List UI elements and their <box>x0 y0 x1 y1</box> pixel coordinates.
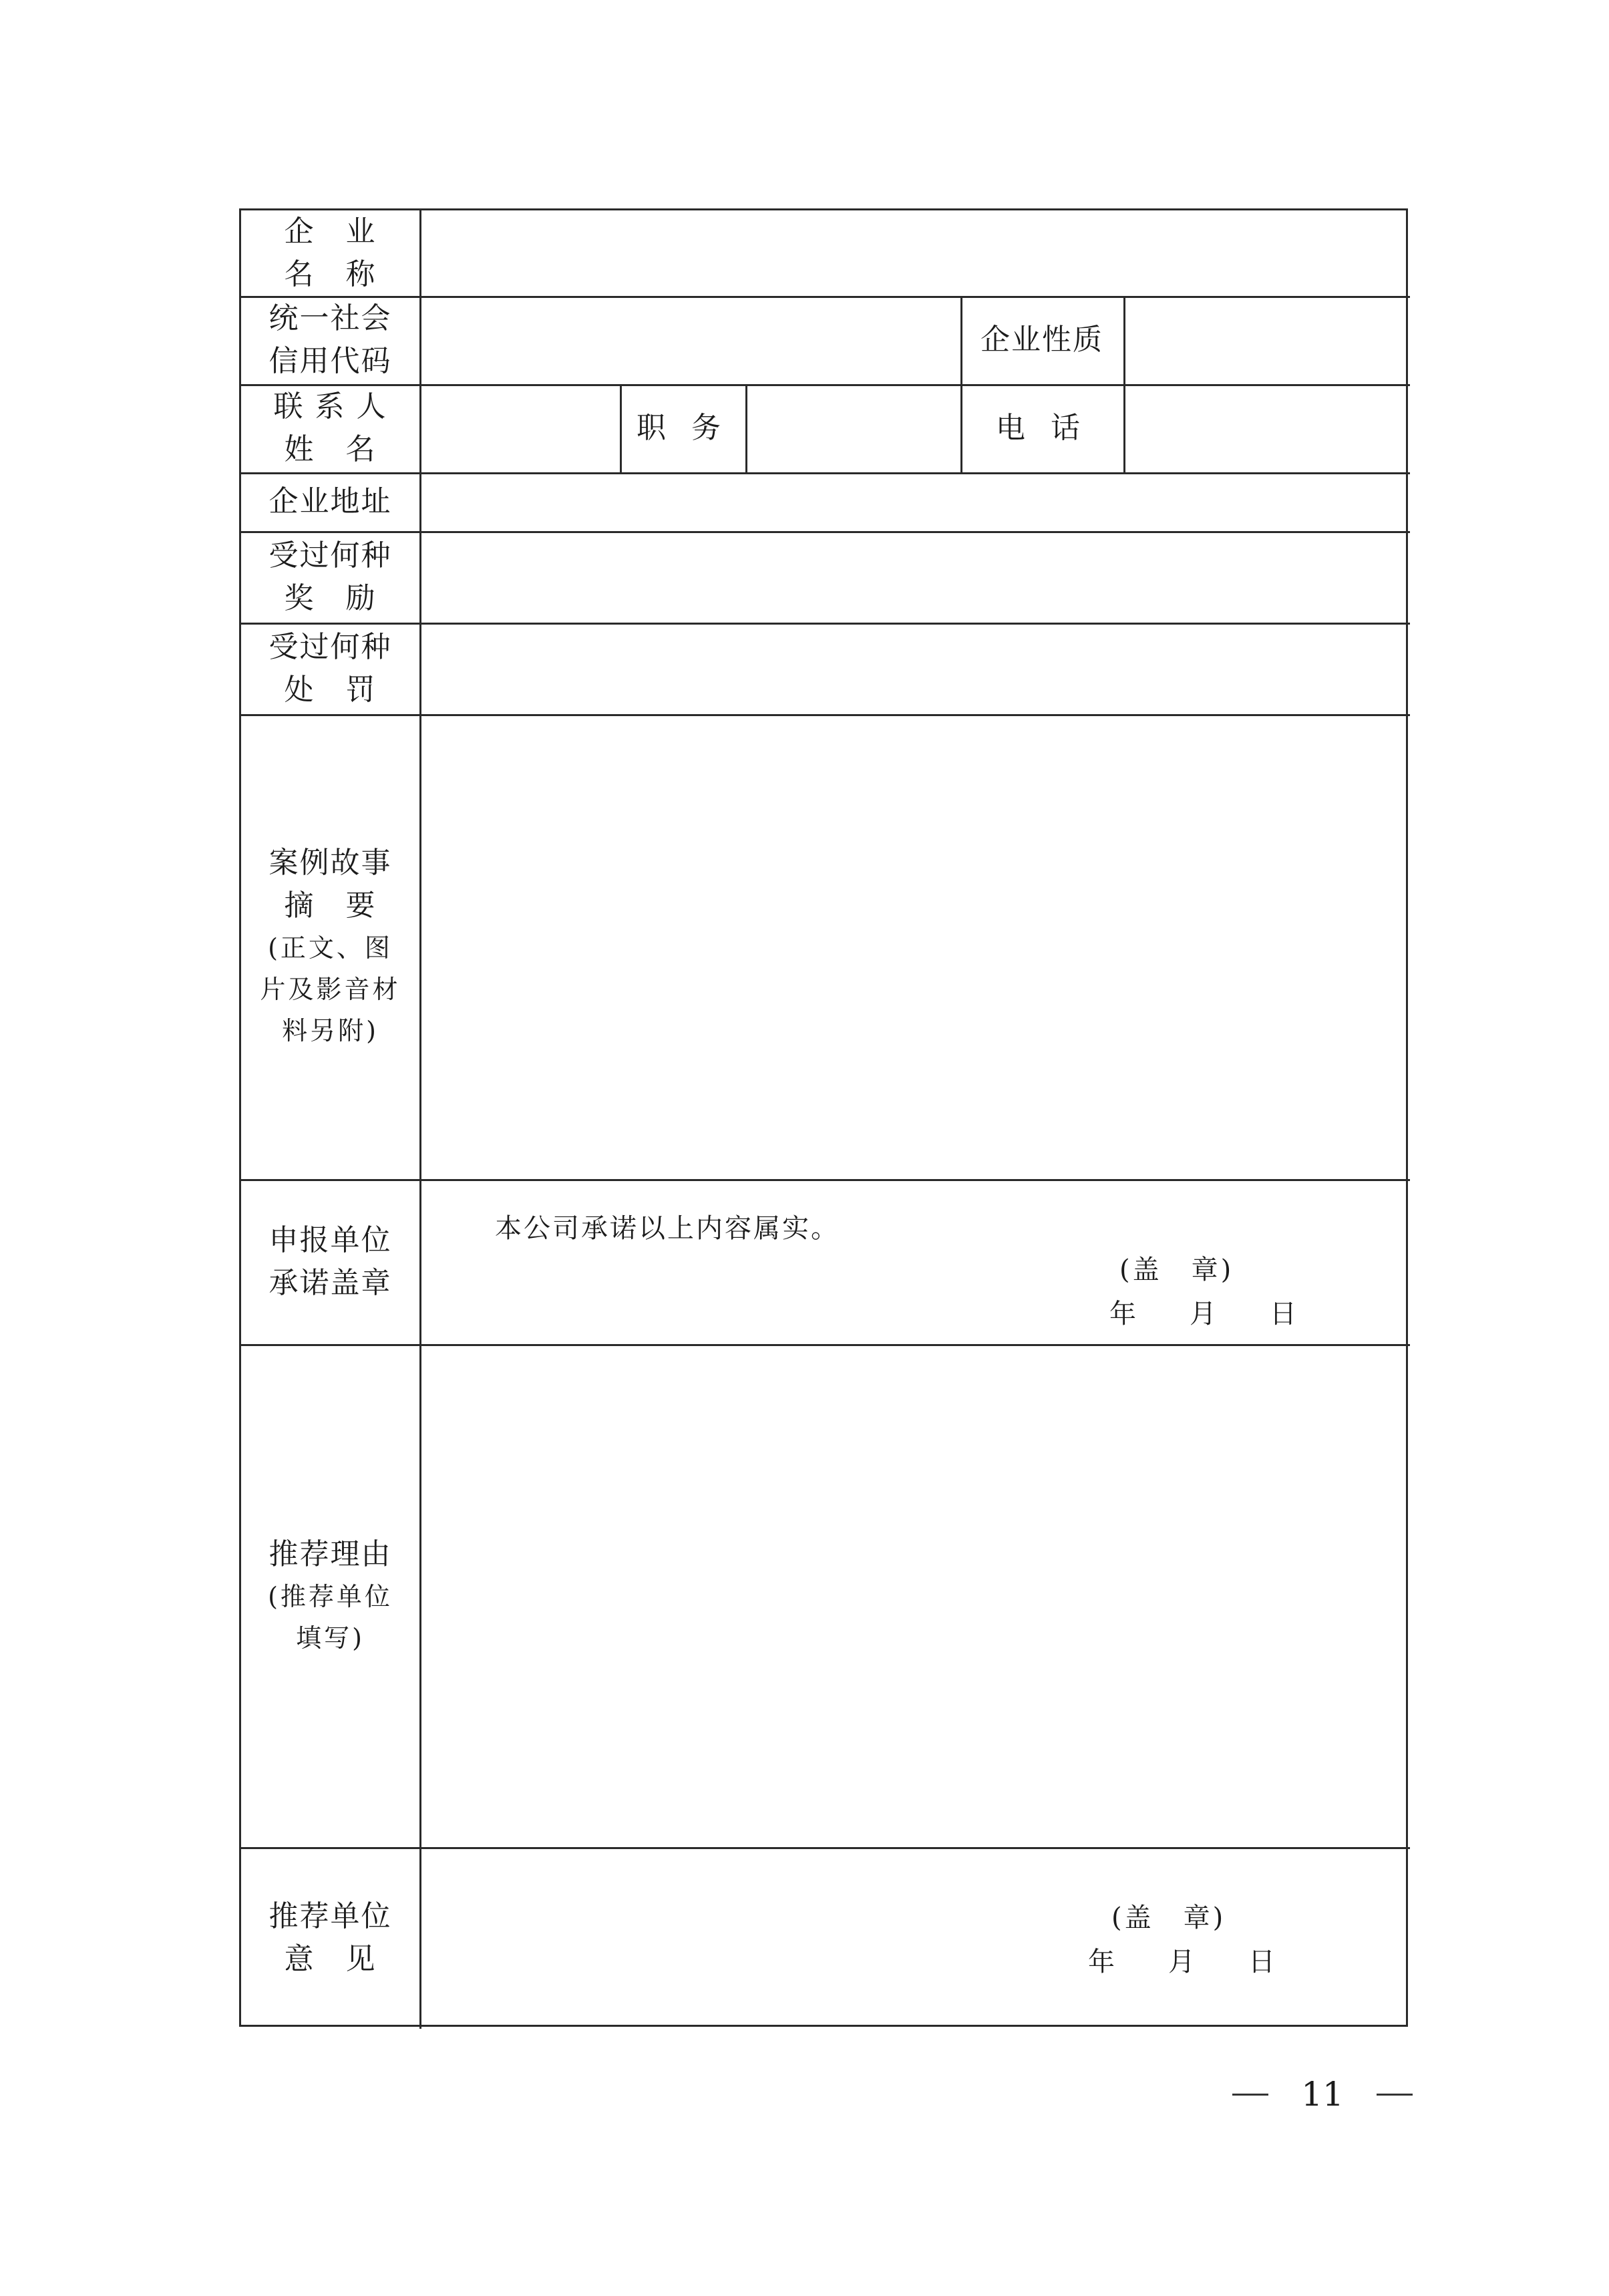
page-number <box>1232 2071 1413 2118</box>
column-divider <box>419 210 421 2029</box>
contact-name-label: 联 系 人 姓 名 <box>273 389 387 466</box>
commitment-date: 年 月 日 <box>1109 1299 1296 1329</box>
company-name-label: 企 业 名 称 <box>284 214 377 291</box>
awards-label: 受过何种 奖 励 <box>269 538 392 615</box>
column-divider <box>745 384 747 472</box>
page-number-dash-right <box>1377 2094 1413 2096</box>
application-form-table <box>239 208 1408 2027</box>
case-summary-label: 案例故事 摘 要 (正文、图 片及影音材 料另附) <box>260 846 401 1045</box>
page-number-value: 11 <box>1301 2075 1344 2114</box>
recommend-opinion-label: 推荐单位 意 见 <box>269 1899 392 1976</box>
opinion-seal: (盖 章) <box>1111 1903 1226 1933</box>
company-nature-label: 企业性质 <box>980 323 1103 357</box>
opinion-date: 年 月 日 <box>1088 1947 1275 1977</box>
recommend-reason-label: 推荐理由 (推荐单位 填写) <box>268 1536 393 1653</box>
page-number-dash-left <box>1232 2094 1268 2096</box>
position-label: 职 务 <box>637 411 729 445</box>
penalties-label: 受过何种 处 罚 <box>269 629 392 707</box>
phone-label: 电 话 <box>996 411 1088 445</box>
column-divider <box>1123 296 1125 472</box>
credit-code-label: 统一社会 信用代码 <box>269 301 392 378</box>
address-label: 企业地址 <box>269 484 392 518</box>
commitment-text: 本公司承诺以上内容属实。 <box>495 1213 840 1244</box>
commitment-seal: (盖 章) <box>1119 1255 1234 1285</box>
commitment-label: 申报单位 承诺盖章 <box>269 1222 392 1300</box>
